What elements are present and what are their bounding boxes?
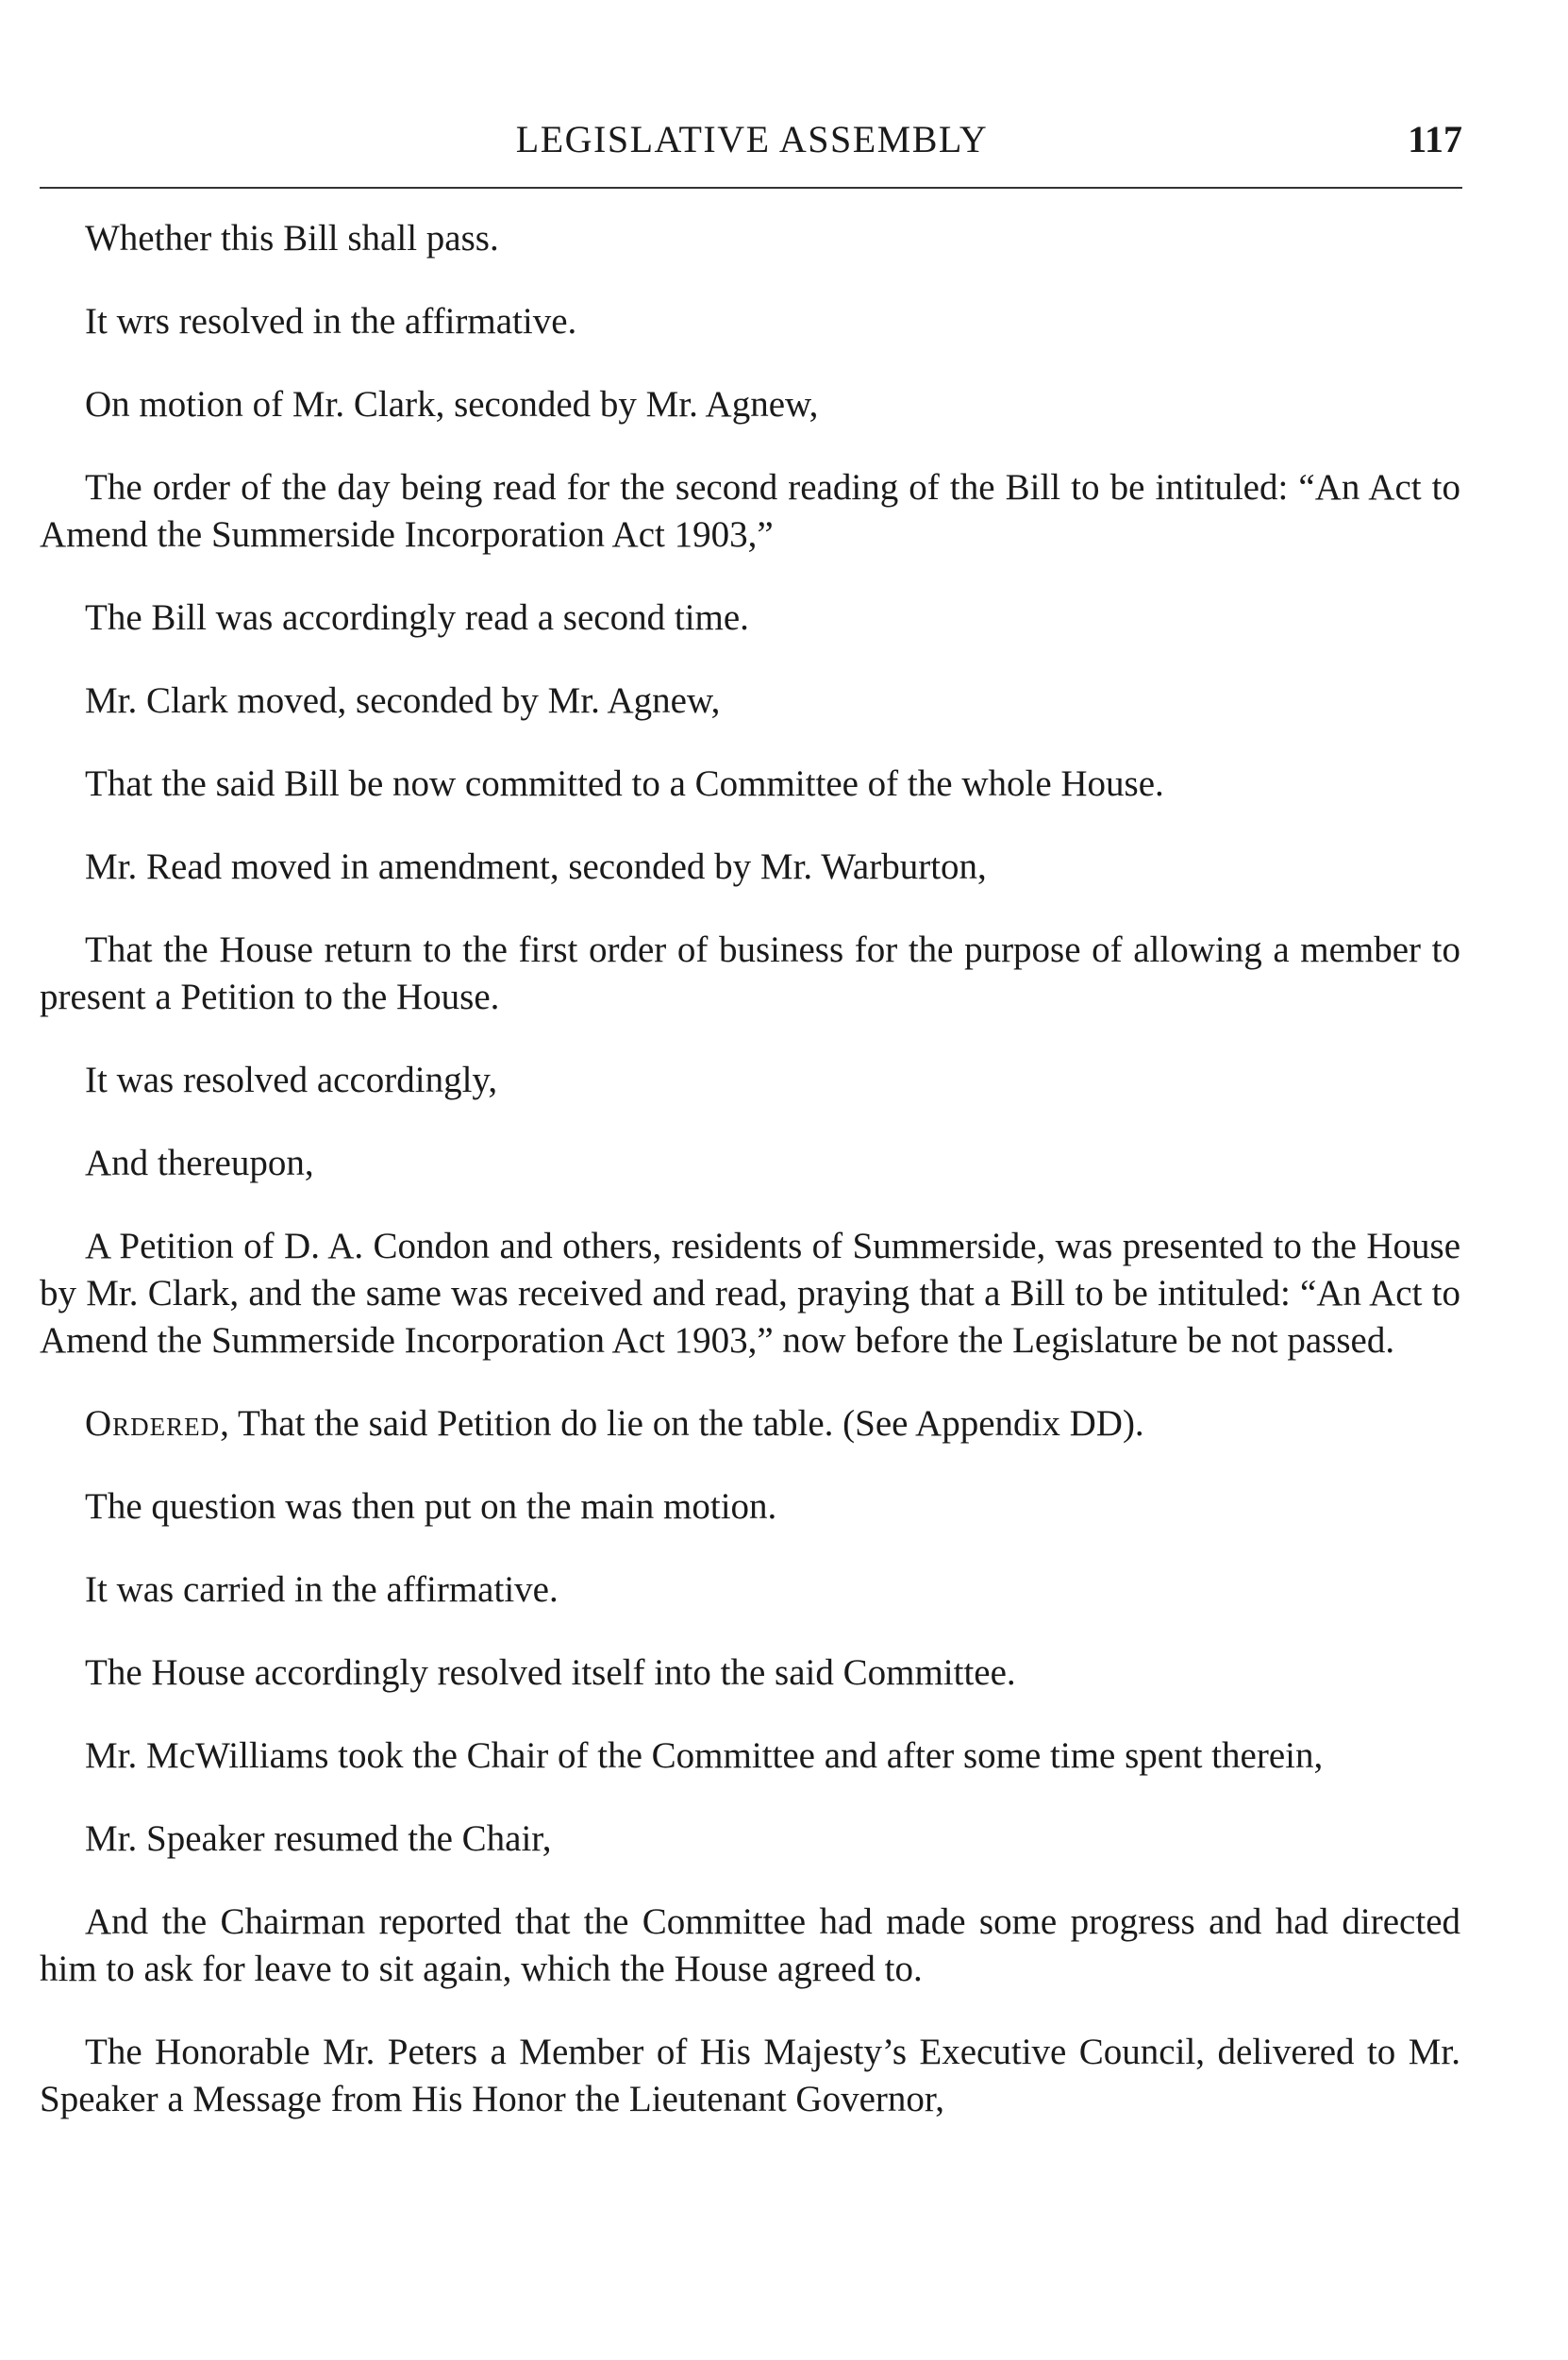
paragraph: And thereupon,: [85, 1143, 314, 1183]
page-number: 117: [1408, 118, 1462, 160]
paragraph: The order of the day being read for the second reading of the Bill to be intituled: “An Act to Amend the Summerside Incorporation Act 1903,”: [40, 467, 1460, 555]
paragraph: Mr. Speaker resumed the Chair,: [85, 1818, 552, 1859]
page-body: [40, 215, 1460, 2159]
ordered-lead: Ordered: [85, 1403, 221, 1444]
paragraph: That the House return to the first order of business for the purpose of allowing a member to present a Petition to the House.: [40, 929, 1460, 1017]
paragraph: On motion of Mr. Clark, seconded by Mr. Agnew,: [85, 384, 819, 425]
header-rule: [40, 187, 1462, 189]
paragraph: The Honorable Mr. Peters a Member of His Majesty’s Executive Council, delivered to Mr. Speaker a Message from His Honor the Lieutenant Governor,: [40, 2032, 1460, 2119]
paragraph: It was resolved accordingly,: [85, 1060, 498, 1100]
paragraph: Whether this Bill shall pass.: [85, 218, 499, 259]
running-title: LEGISLATIVE ASSEMBLY: [515, 118, 989, 160]
paragraph: It wrs resolved in the affirmative.: [85, 301, 577, 342]
paragraph: It was carried in the affirmative.: [85, 1569, 559, 1610]
paragraph: The question was then put on the main motion.: [85, 1486, 777, 1527]
paragraph: Mr. Clark moved, seconded by Mr. Agnew,: [85, 680, 721, 721]
paragraph: Mr. Read moved in amendment, seconded by Mr. Warburton,: [85, 846, 987, 887]
page-header: [40, 111, 1464, 168]
paragraph: And the Chairman reported that the Committee had made some progress and had directed him to ask for leave to sit again, which the House agreed to.: [40, 1901, 1460, 1989]
paragraph: The Bill was accordingly read a second time.: [85, 597, 749, 638]
ordered-paragraph: [40, 1400, 1460, 1448]
paragraph: The House accordingly resolved itself into the said Committee.: [85, 1652, 1016, 1693]
paragraph: That the said Bill be now committed to a Committee of the whole House.: [85, 763, 1164, 804]
paragraph: Mr. McWilliams took the Chair of the Committee and after some time spent therein,: [85, 1735, 1324, 1776]
paragraph: A Petition of D. A. Condon and others, residents of Summerside, was presented to the House by Mr. Clark, and the same was received and read, praying that a Bill to be intituled: “An Act to Amend the Summerside Incorporation Act 1903,” now before the Legislature be not passed.: [40, 1226, 1460, 1361]
ordered-text: , That the said Petition do lie on the table. (See Appendix DD).: [220, 1403, 1144, 1444]
